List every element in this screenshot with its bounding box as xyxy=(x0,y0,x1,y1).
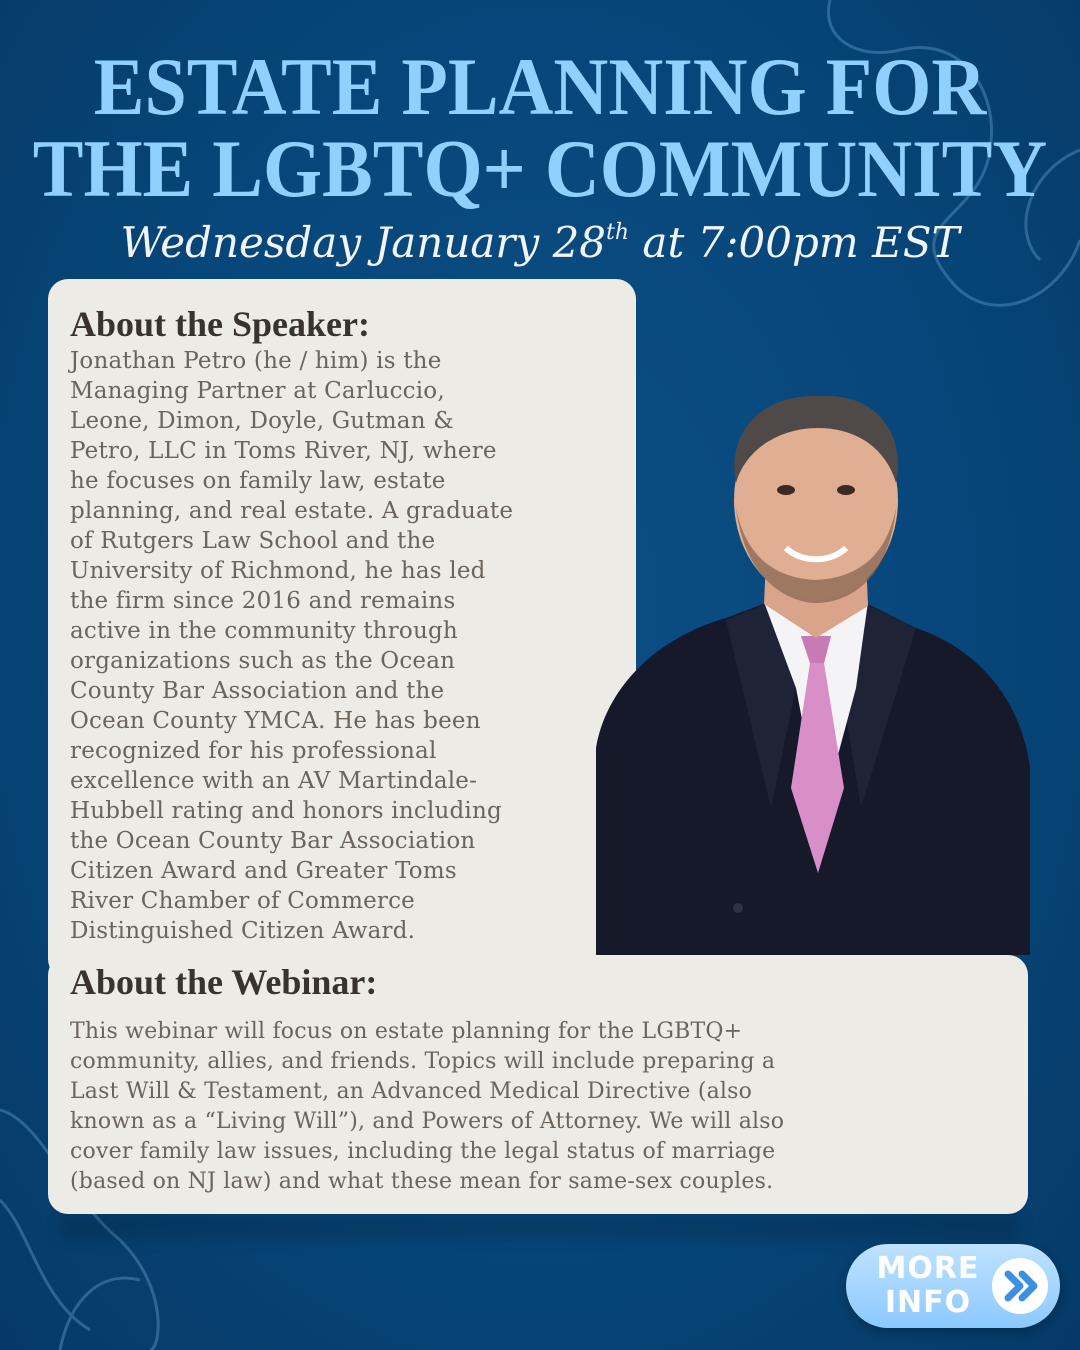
date-text: Wednesday January 28 xyxy=(120,218,607,267)
speaker-photo xyxy=(596,388,1030,955)
card-shadow xyxy=(60,1214,1020,1238)
webinar-description: This webinar will focus on estate planning for the LGBTQ+ community, allies, and friends. Topics will include preparing a Last Will & Testament, an Advanced Medical Directive (also known as a “Living Will”), and Powers of Attorney. We will also cover family law issues, including the legal status of marriage (based on NJ law) and what these mean for same-sex couples. xyxy=(70,1019,785,1194)
date-ordinal: th xyxy=(606,220,630,245)
speaker-bio: Jonathan Petro (he / him) is the Managing Partner at Carluccio, Leone, Dimon, Doyle, Gutman & Petro, LLC in Toms River, NJ, where he focuses on family law, estate planning, and real estate. A graduate of Rutgers Law School and the University of Richmond, he has led the firm since 2016 and remains active in the community through organizations such as the Ocean County Bar Association and the Ocean County YMCA. He has been recognized for his professional excellence with an AV Martindale- Hubbell rating and honors including the Ocean County Bar Association Citizen Award and Greater Toms River Chamber of Commerce Distinguished Citizen Award. xyxy=(70,348,514,944)
time-text: at 7:00pm EST xyxy=(629,218,960,267)
webinar-heading: About the Webinar: xyxy=(70,962,378,1002)
event-title xyxy=(0,41,1080,215)
title-line-2: THE LGBTQ+ COMMUNITY xyxy=(32,123,1048,215)
double-chevron-right-icon xyxy=(990,1256,1050,1316)
more-info-label: MORE INFO xyxy=(876,1251,980,1320)
event-date-time xyxy=(0,205,1080,271)
speaker-heading: About the Speaker: xyxy=(70,304,371,344)
more-info-button[interactable] xyxy=(846,1244,1060,1328)
title-line-1: ESTATE PLANNING FOR xyxy=(93,41,987,133)
